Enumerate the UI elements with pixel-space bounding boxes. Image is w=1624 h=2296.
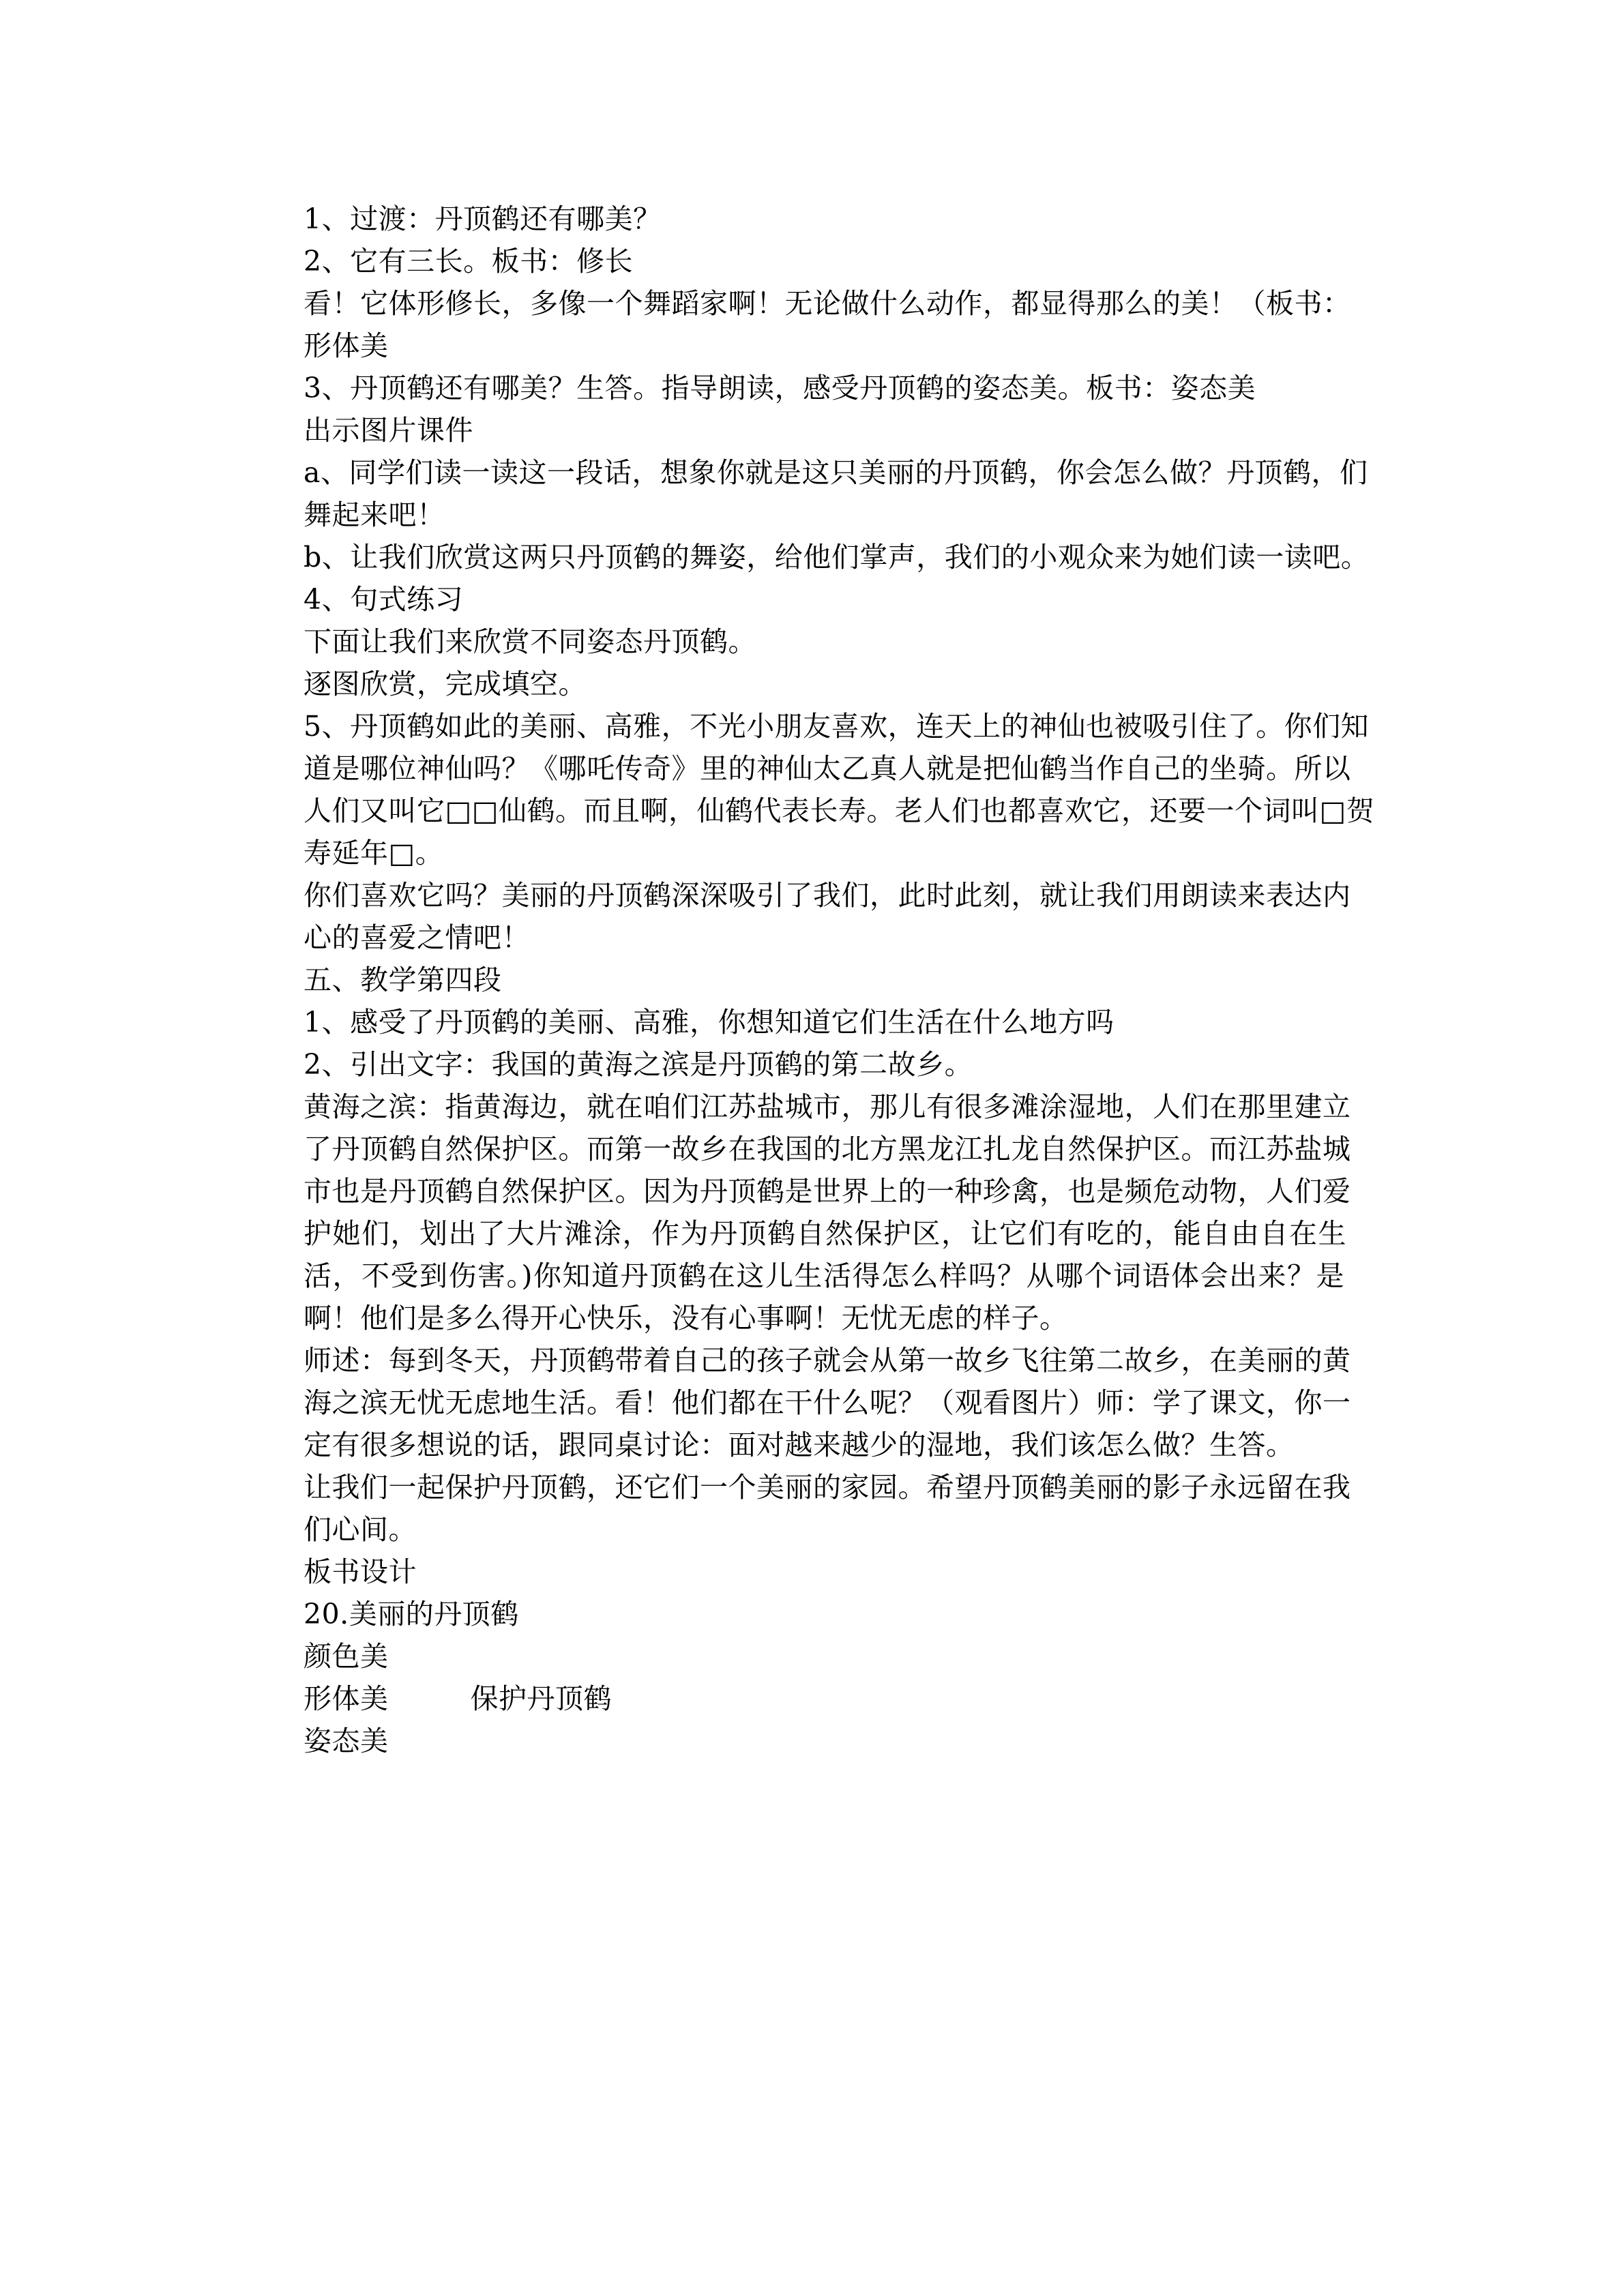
text-line: b、让我们欣赏这两只丹顶鹤的舞姿，给他们掌声，我们的小观众来为她们读一读吧。 bbox=[304, 541, 1370, 573]
text-line: 你们喜欢它吗？美丽的丹顶鹤深深吸引了我们，此时此刻，就让我们用朗读来表达内 bbox=[304, 879, 1351, 912]
text-line: 舞起来吧！ bbox=[304, 498, 445, 531]
text-line: 1、感受了丹顶鹤的美丽、高雅，你想知道它们生活在什么地方吗 bbox=[304, 1006, 1114, 1039]
section-heading: 板书设计 bbox=[304, 1555, 417, 1588]
text-line: 2、引出文字：我国的黄海之滨是丹顶鹤的第二故乡。 bbox=[304, 1048, 973, 1081]
text-line: 护她们，划出了大片滩涂，作为丹顶鹤自然保护区，让它们有吃的，能自由自在生 bbox=[304, 1217, 1347, 1250]
text-line: 5、丹顶鹤如此的美丽、高雅，不光小朋友喜欢，连天上的神仙也被吸引住了。你们知 bbox=[304, 710, 1370, 743]
text-line: 们心间。 bbox=[304, 1513, 417, 1546]
text-line: 市也是丹顶鹤自然保护区。因为丹顶鹤是世界上的一种珍禽，也是频危动物，人们爱 bbox=[304, 1175, 1351, 1208]
document-body bbox=[304, 198, 1381, 1762]
text-line: 道是哪位神仙吗？《哪吒传奇》里的神仙太乙真人就是把仙鹤当作自己的坐骑。所以 bbox=[304, 752, 1351, 785]
text-line: a、同学们读一读这一段话，想象你就是这只美丽的丹顶鹤，你会怎么做？丹顶鹤，们 bbox=[304, 456, 1368, 489]
text-line: 寿延年□。 bbox=[304, 837, 444, 869]
text-line: 让我们一起保护丹顶鹤，还它们一个美丽的家园。希望丹顶鹤美丽的影子永远留在我 bbox=[304, 1471, 1351, 1504]
board-row bbox=[304, 1678, 1381, 1720]
board-title: 20.美丽的丹顶鹤 bbox=[304, 1598, 519, 1630]
board-item: 颜色美 bbox=[304, 1640, 389, 1673]
text-line: 啊！他们是多么得开心快乐，没有心事啊！无忧无虑的样子。 bbox=[304, 1302, 1068, 1335]
text-line: 海之滨无忧无虑地生活。看！他们都在干什么呢？（观看图片）师：学了课文，你一 bbox=[304, 1386, 1351, 1419]
text-line: 定有很多想说的话，跟同桌讨论：面对越来越少的湿地，我们该怎么做？生答。 bbox=[304, 1429, 1295, 1461]
board-item: 姿态美 bbox=[304, 1725, 389, 1757]
text-line: 看！它体形修长，多像一个舞蹈家啊！无论做什么动作，都显得那么的美！（板书： bbox=[304, 287, 1351, 320]
text-line: 3、丹顶鹤还有哪美？生答。指导朗读，感受丹顶鹤的姿态美。板书：姿态美 bbox=[304, 372, 1256, 404]
text-line: 下面让我们来欣赏不同姿态丹顶鹤。 bbox=[304, 625, 756, 658]
text-line: 1、过渡：丹顶鹤还有哪美？ bbox=[304, 203, 662, 235]
text-line: 活，不受到伤害。)你知道丹顶鹤在这儿生活得怎么样吗？从哪个词语体会出来？是 bbox=[304, 1259, 1345, 1292]
text-line: 形体美 bbox=[304, 329, 389, 362]
text-line: 黄海之滨：指黄海边，就在咱们江苏盐城市，那儿有很多滩涂湿地，人们在那里建立 bbox=[304, 1090, 1351, 1123]
board-theme: 保护丹顶鹤 bbox=[470, 1682, 612, 1715]
text-line: 五、教学第四段 bbox=[304, 964, 502, 996]
text-line: 2、它有三长。板书：修长 bbox=[304, 245, 634, 278]
text-line: 了丹顶鹤自然保护区。而第一故乡在我国的北方黑龙江扎龙自然保护区。而江苏盐城 bbox=[304, 1133, 1351, 1165]
text-line: 人们又叫它□□仙鹤。而且啊，仙鹤代表长寿。老人们也都喜欢它，还要一个词叫□贺 bbox=[304, 794, 1375, 827]
text-line: 出示图片课件 bbox=[304, 414, 473, 447]
text-line: 逐图欣赏，完成填空。 bbox=[304, 668, 587, 700]
text-line: 师述：每到冬天，丹顶鹤带着自己的孩子就会从第一故乡飞往第二故乡，在美丽的黄 bbox=[304, 1344, 1351, 1377]
board-item: 形体美 bbox=[304, 1682, 389, 1715]
text-line: 4、句式练习 bbox=[304, 583, 464, 616]
text-line: 心的喜爱之情吧！ bbox=[304, 921, 530, 954]
